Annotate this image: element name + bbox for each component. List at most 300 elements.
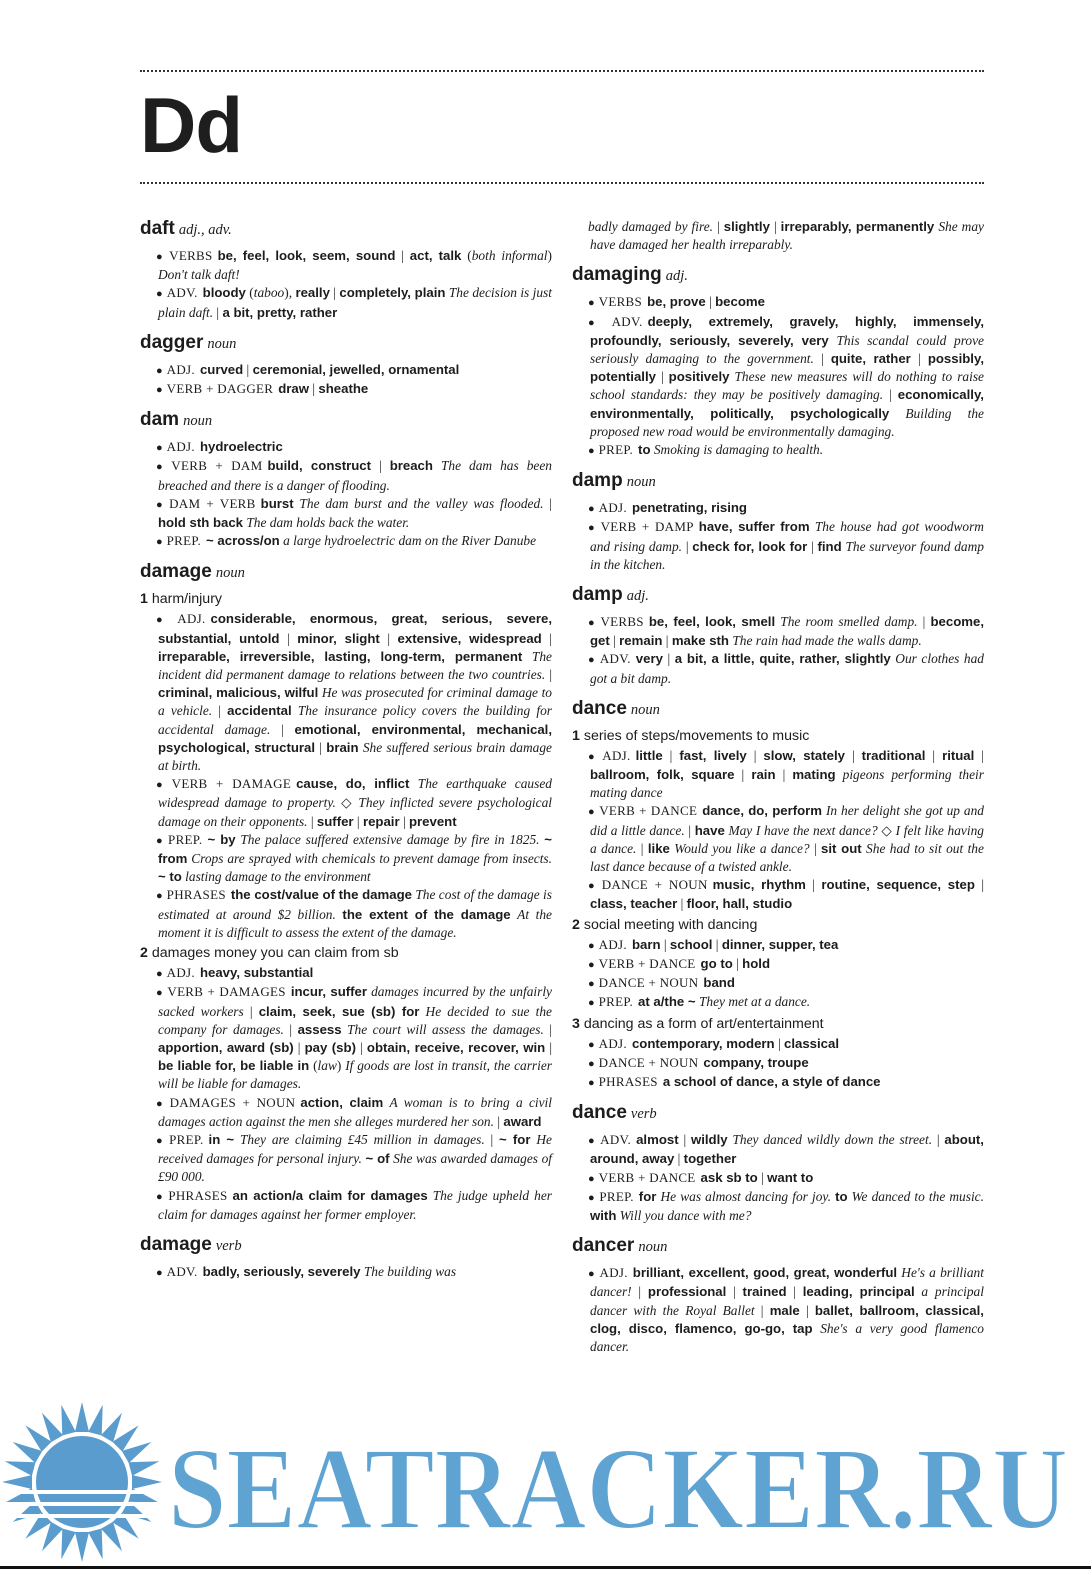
collocate: be, feel, look, seem, sound (217, 248, 396, 263)
part-of-speech: noun (183, 413, 213, 430)
example: The earthquake caused widespread damage to property. (158, 776, 552, 811)
dictionary-entry (140, 218, 552, 322)
example: taboo (253, 285, 285, 301)
bullet-icon: ● (156, 461, 168, 474)
separator (522, 649, 532, 664)
example: both informal (471, 248, 548, 263)
separator: | (371, 458, 390, 474)
collocate: be, feel, look, smell (648, 614, 776, 630)
collocate: like (647, 840, 670, 856)
separator: | (329, 285, 340, 301)
separator: | (662, 651, 675, 667)
collocate: an action/a claim for damages (232, 1187, 428, 1203)
example: They inflicted severe psychological damage on their opponents. (158, 795, 552, 829)
collocate: brilliant, excellent, good, great, wonderful (632, 1265, 898, 1281)
example: Will you dance with me? (619, 1207, 752, 1223)
separator: | (883, 387, 898, 403)
collocate: emotional, environmental, mechanical, psychological, structural (158, 721, 552, 755)
collocation-group (140, 380, 552, 399)
sense-number: 2 (572, 916, 580, 933)
collocation-group (140, 495, 552, 532)
sense-title: damages money you can claim from sb (151, 945, 399, 962)
bullet-icon: ● (156, 384, 163, 397)
collocation-group (572, 293, 984, 312)
collocation-group (572, 876, 984, 913)
group-label: PHRASES (598, 1073, 658, 1089)
example: Don't talk daft! (158, 267, 240, 283)
separator: | (399, 813, 409, 829)
dictionary-entry (572, 470, 984, 574)
separator: ), (284, 285, 296, 301)
collocate: a school of dance, a style of dance (662, 1073, 881, 1089)
group-label: DAMAGES + NOUN (169, 1094, 296, 1110)
collocate: suffer (316, 813, 354, 829)
bullet-icon: ● (588, 1057, 595, 1070)
entry-headword-line (572, 584, 984, 607)
example: The building was (363, 1263, 457, 1279)
dictionary-entry (572, 1235, 984, 1356)
group-label: PREP. (166, 533, 202, 549)
group-label: VERB + DANCE (598, 955, 696, 971)
bullet-icon: ● (156, 251, 166, 263)
example: We danced to the music. (851, 1188, 984, 1204)
dictionary-entry (572, 1102, 984, 1225)
separator: | (545, 667, 552, 683)
example: The decision is just plain daft. (158, 285, 552, 320)
group-label: PHRASES (166, 887, 226, 903)
group-label: VERBS (600, 614, 644, 630)
collocate: criminal, malicious, wilful (158, 685, 319, 701)
bullet-icon: ● (588, 978, 595, 991)
bullet-icon: ● (588, 1135, 597, 1148)
group-label: DANCE + NOUN (601, 877, 708, 893)
separator: | (270, 721, 295, 737)
example: He was prosecuted for criminal damage to a vehicle. (158, 685, 552, 719)
sense-heading (572, 727, 984, 746)
collocate: dance, do, perform (702, 803, 823, 819)
collocate: accidental (227, 703, 292, 719)
entry-headword-line (140, 332, 552, 355)
collocate: award (503, 1113, 542, 1129)
part-of-speech: adj. (626, 588, 649, 605)
group-label: ADJ. (598, 1035, 627, 1051)
collocation-group (140, 457, 552, 494)
separator: | (682, 538, 693, 554)
collocation-group (572, 1035, 984, 1054)
collocate: remain (619, 633, 663, 649)
bullet-icon: ● (156, 834, 165, 847)
bullet-icon: ● (588, 806, 596, 819)
collocate: in ~ (208, 1131, 235, 1147)
collocate: about, around, away (590, 1132, 984, 1167)
bullet-icon: ● (156, 288, 163, 301)
group-label: ADV. (600, 1132, 632, 1148)
collocate: incur, suffer (290, 984, 368, 1000)
headword: daft (140, 218, 175, 239)
group-label: DAM + VERB (169, 495, 256, 511)
collocate: at a/the ~ (638, 994, 696, 1010)
collocation-group (140, 1187, 552, 1224)
collocate: contemporary, modern (631, 1035, 775, 1051)
sense-number: 2 (140, 945, 148, 962)
collocate: heavy, substantial (199, 965, 314, 981)
entry-headword-line (140, 561, 552, 584)
group-label: ADJ. (166, 361, 195, 377)
example: At the moment it is difficult to assess the extent of the damage. (158, 906, 552, 940)
bullet-icon: ● (156, 1266, 163, 1279)
example: He's a brilliant dancer! (590, 1265, 984, 1300)
collocate: extensive, widespread (397, 630, 542, 646)
collocate: company, troupe (703, 1054, 809, 1070)
separator: | (775, 767, 793, 783)
bullet-icon: ● (588, 445, 595, 458)
collocate: cause, do, inflict (296, 776, 410, 792)
dictionary-entry (140, 1234, 552, 1282)
bullet-icon: ● (156, 1134, 166, 1147)
group-label: ADV. (611, 313, 643, 329)
sense-number: 3 (572, 1015, 580, 1032)
collocation-group (140, 983, 552, 1093)
collocate: the cost/value of the damage (230, 887, 412, 903)
collocation-group (572, 650, 984, 687)
collocate: breach (389, 458, 433, 474)
dictionary-entry (572, 584, 984, 688)
bullet-icon: ● (588, 939, 595, 952)
sun-ray (75, 1402, 89, 1432)
separator: | (631, 1284, 648, 1300)
bullet-icon: ● (588, 1191, 596, 1204)
separator: | (543, 495, 552, 511)
separator: | (910, 351, 928, 367)
collocate: irreparable, irreversible, lasting, long-term, permanent (158, 648, 523, 664)
group-label: VERBS (169, 248, 213, 263)
entry-headword-line (572, 470, 984, 493)
separator: | (484, 1131, 500, 1147)
collocation-group (572, 499, 984, 518)
headword: damp (572, 470, 623, 492)
separator: | (243, 361, 253, 377)
headword: dance (572, 697, 627, 719)
separator: ◇ (335, 795, 359, 811)
example: The dam holds back the water. (246, 515, 410, 531)
collocate: be, prove (647, 294, 706, 310)
headword: dagger (140, 331, 204, 353)
group-label: ADJ. (598, 500, 627, 516)
separator: | (379, 630, 398, 646)
example: The house had got woodworm and rising damp. (590, 519, 984, 554)
sense-number: 1 (140, 591, 148, 608)
separator: | (807, 538, 818, 554)
entry-headword-line (572, 698, 984, 721)
separator: | (674, 1151, 684, 1167)
collocate: sit out (821, 840, 862, 856)
bullet-icon: ● (156, 364, 163, 377)
collocation-group (140, 964, 552, 983)
bullet-icon: ● (588, 654, 596, 667)
example: damages incurred by the unfairly sacked workers (158, 984, 552, 1019)
sun-ray (132, 1475, 162, 1489)
example: Smoking is damaging to health. (653, 442, 824, 458)
collocate: hold sth back (158, 515, 243, 531)
separator: | (774, 1035, 784, 1051)
collocation-group (572, 441, 984, 460)
collocation-group (572, 313, 984, 441)
group-label: PREP. (598, 442, 634, 458)
collocate: to (638, 442, 651, 458)
bullet-icon: ● (588, 1038, 595, 1051)
collocate: be liable for, be liable in (158, 1058, 310, 1074)
collocate: act, talk (409, 248, 462, 263)
collocate: rain (751, 767, 776, 783)
watermark-text: SEATRACKER.RU (168, 1423, 1068, 1554)
group-label: PHRASES (168, 1187, 228, 1203)
collocation-group (140, 610, 552, 775)
example: I felt like having a dance. (590, 822, 984, 856)
separator (889, 406, 905, 421)
collocate: little (635, 747, 663, 763)
collocate: a bit, pretty, rather (222, 304, 338, 320)
separator: | (545, 1039, 553, 1055)
entry-headword-line (140, 1234, 552, 1257)
collocate: quite, rather (830, 351, 911, 367)
group-label: ADJ. (598, 936, 627, 952)
collocate: go to (700, 955, 733, 971)
sense-heading (572, 916, 984, 935)
collocate: ~ by (207, 831, 236, 847)
part-of-speech: verb (215, 1237, 242, 1254)
collocate: possibly, potentially (590, 351, 984, 385)
collocate: bloody (202, 285, 246, 301)
collocate: floor, hall, studio (686, 896, 793, 912)
collocate: routine, sequence, step (821, 877, 975, 893)
example: If goods are lost in transit, the carrier will be liable for damages. (158, 1058, 553, 1092)
example: She's a very good flamenco dancer. (590, 1320, 985, 1354)
separator: | (279, 630, 298, 646)
collocate: traditional (861, 747, 926, 763)
collocate: ritual (942, 747, 975, 763)
sense-heading (140, 944, 552, 963)
sense-heading (572, 1015, 984, 1034)
group-label: VERB + DAMAGE (171, 776, 292, 792)
bullet-icon: ● (156, 536, 163, 549)
top-rule (140, 70, 984, 72)
collocate: ask sb to (700, 1169, 758, 1185)
collocate: professional (647, 1284, 727, 1300)
bullet-icon: ● (588, 316, 608, 329)
separator: ( (245, 285, 254, 301)
separator: | (769, 219, 781, 234)
bullet-icon: ● (588, 503, 595, 516)
collocate: penetrating, rising (631, 500, 747, 516)
separator: | (543, 1021, 552, 1037)
separator: | (609, 633, 620, 649)
collocate: sheathe (318, 381, 369, 397)
bullet-icon: ● (156, 968, 163, 981)
example: The palace suffered extensive damage by fire in 1825. (240, 831, 540, 847)
example: badly damaged by fire. (588, 219, 714, 234)
collocate: wildly (690, 1132, 728, 1148)
separator (836, 767, 843, 782)
collocate: obtain, receive, recover, win (366, 1039, 546, 1055)
sense-heading (140, 590, 552, 609)
sun-ray (2, 1475, 32, 1489)
bullet-icon: ● (156, 442, 163, 455)
collocation-group (572, 1169, 984, 1188)
collocate: barn (631, 936, 661, 952)
example: The court will assess the damages. (347, 1021, 544, 1037)
part-of-speech: noun (638, 1239, 668, 1256)
collocation-group (572, 1264, 984, 1356)
separator: | (813, 351, 831, 367)
separator: | (293, 1039, 305, 1055)
separator: | (677, 896, 687, 912)
separator: | (395, 248, 410, 263)
example: lasting damage to the environment (185, 869, 371, 885)
bullet-icon: ● (588, 617, 597, 630)
dictionary-entry (572, 698, 984, 1092)
example: He decided to sue the company for damages. (158, 1003, 552, 1037)
collocate: curved (199, 361, 244, 377)
example: She had to sit out the last dance because of a twisted ankle. (590, 840, 984, 875)
separator: | (974, 877, 984, 893)
collocate: to (835, 1188, 848, 1204)
group-label: ADJ. (166, 965, 195, 981)
collocate: have (694, 822, 725, 838)
sense-number: 1 (572, 727, 580, 744)
separator: | (925, 747, 943, 763)
collocate: the extent of the damage (342, 906, 511, 922)
separator: ( (461, 248, 472, 263)
collocate: really (295, 285, 330, 301)
bullet-icon: ● (156, 498, 166, 511)
separator: | (355, 1039, 367, 1055)
separator: | (493, 1113, 504, 1129)
separator: | (786, 1284, 803, 1300)
separator: | (213, 304, 223, 320)
collocate: hydroelectric (199, 439, 283, 455)
collocation-group (572, 802, 984, 876)
part-of-speech: noun (215, 565, 245, 582)
group-label: VERB + DANCE (599, 803, 698, 819)
part-of-speech: noun (626, 474, 656, 491)
group-label: PREP. (168, 831, 203, 847)
bullet-icon: ● (588, 522, 597, 535)
collocation-group (572, 974, 984, 993)
collocate: have, suffer from (698, 519, 810, 535)
example: Our clothes had got a bit damp. (590, 651, 984, 686)
example: The cost of the damage is estimated at around $2 billion. (158, 887, 552, 922)
collocation-group (140, 1094, 552, 1131)
collocate: band (703, 975, 735, 991)
collocate: dinner, supper, tea (721, 936, 839, 952)
group-label: VERB + DAMAGES (167, 984, 286, 1000)
part-of-speech: noun (630, 701, 660, 718)
collocation-group (140, 438, 552, 457)
separator: | (734, 767, 752, 783)
separator: | (309, 381, 319, 397)
separator: ) (547, 248, 552, 263)
example: These new measures will do nothing to raise school standards: they may be positively damaging. (590, 369, 984, 403)
dictionary-entry (140, 561, 552, 1224)
collocation-group (572, 1073, 984, 1092)
collocate: ~ across/on (206, 533, 280, 549)
separator: | (754, 1302, 770, 1318)
example: Building the proposed new road would be environmentally damaging. (590, 405, 984, 439)
collocate: school (669, 936, 713, 952)
group-label: PREP. (169, 1131, 204, 1147)
example: The insurance policy covers the building for accidental damage. (158, 703, 552, 737)
collocate: pay (sb) (304, 1039, 356, 1055)
collocate: ballroom, folk, square (590, 767, 735, 783)
collocate: fast, lively (679, 747, 747, 763)
collocate: ~ to (158, 869, 182, 885)
collocate: positively (668, 369, 730, 385)
bullet-icon: ● (588, 997, 595, 1010)
collocate: ~ of (365, 1151, 390, 1167)
collocation-group (572, 218, 984, 254)
collocate: draw (278, 381, 310, 397)
collocate: ceremonial, jewelled, ornamental (252, 361, 460, 377)
separator: | (283, 1021, 298, 1037)
part-of-speech: noun (207, 335, 237, 352)
collocate: become (715, 294, 765, 310)
separator (409, 776, 417, 791)
collocate: check for, look for (692, 538, 808, 554)
example: He received damages for personal injury. (158, 1131, 552, 1167)
separator: | (636, 840, 648, 856)
separator: | (353, 813, 363, 829)
example: May I have the next dance? (728, 822, 878, 838)
separator: | (757, 1169, 768, 1185)
headword: damp (572, 584, 623, 606)
bullet-icon: ● (156, 987, 164, 1000)
collocate: music, rhythm (712, 877, 806, 893)
collocation-group (572, 747, 984, 803)
collocate: mating (792, 767, 836, 783)
group-label: ADV. (166, 285, 198, 301)
dictionary-entry (140, 409, 552, 551)
group-label: ADJ. (177, 611, 206, 627)
collocate: claim, seek, sue (sb) for (258, 1003, 420, 1019)
example: They met at a dance. (698, 994, 811, 1010)
collocate: economically, environmentally, politically, psychologically (590, 387, 984, 421)
group-label: PREP. (598, 994, 634, 1010)
collocate: classical (784, 1035, 839, 1051)
example: pigeons performing their mating dance (590, 767, 984, 801)
entry-headword-line (572, 1102, 984, 1125)
example: Would you like a dance? (674, 840, 810, 856)
headword: damage (140, 1233, 212, 1255)
collocate: irreparably, permanently (780, 219, 935, 234)
collocation-group (140, 831, 552, 887)
bullet-icon: ● (156, 890, 163, 903)
separator: | (662, 633, 672, 649)
bullet-icon: ● (156, 779, 168, 792)
collocate: slow, stately (763, 747, 845, 763)
example: The surveyor found damp in the kitchen. (590, 538, 984, 572)
collocate: very (635, 651, 663, 667)
example: The room smelled damp. (780, 614, 918, 630)
sun-burst-icon (2, 1402, 162, 1562)
bottom-rule (0, 1566, 1091, 1569)
collocate: ~ from (158, 831, 552, 867)
separator: | (917, 614, 931, 630)
separator: ( (309, 1058, 318, 1074)
collocation-group (572, 518, 984, 574)
collocate: become, get (590, 614, 984, 649)
collocation-group (572, 955, 984, 974)
collocate: brain (326, 739, 359, 755)
